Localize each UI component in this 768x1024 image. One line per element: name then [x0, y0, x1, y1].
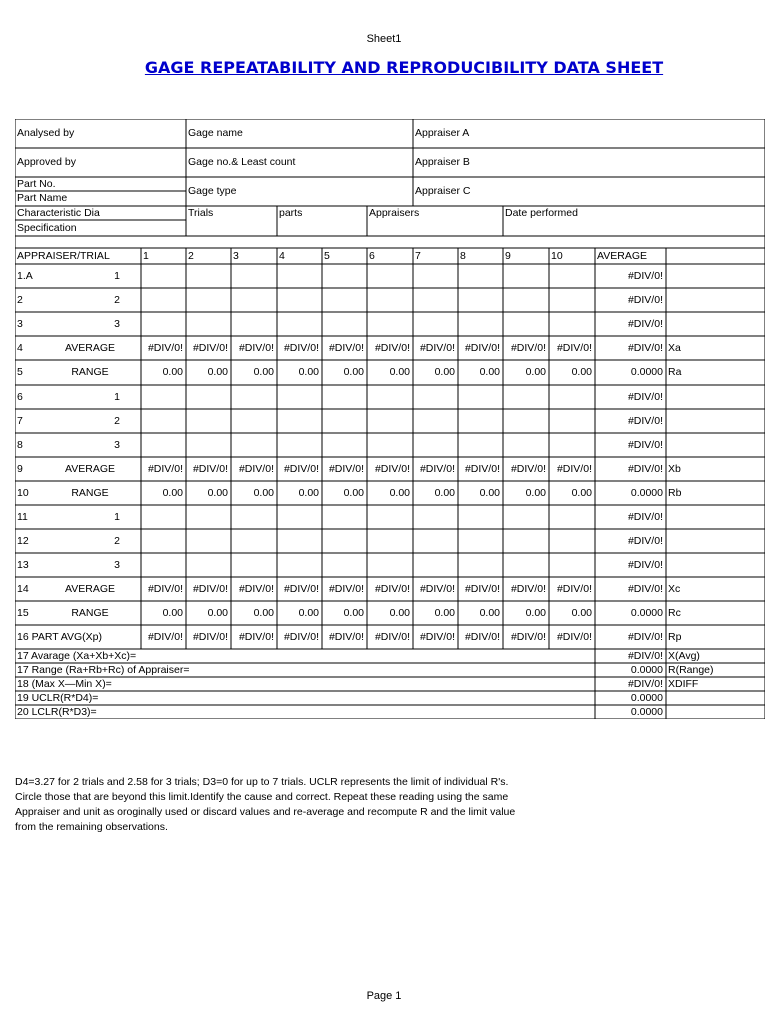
- table-cell: [141, 505, 186, 529]
- table-cell: [322, 288, 367, 312]
- summary-symbol: XDIFF: [668, 677, 699, 690]
- row-average: #DIV/0!: [627, 534, 663, 547]
- table-cell: 0.00: [253, 606, 274, 619]
- table-cell: [322, 385, 367, 409]
- label-characteristic: Characteristic Dia: [17, 206, 100, 219]
- table-cell: [277, 288, 322, 312]
- table-cell: [277, 264, 322, 288]
- row-symbol: Rc: [668, 606, 681, 619]
- table-cell: #DIV/0!: [147, 462, 183, 475]
- row-number: 16 PART AVG(Xp): [17, 630, 103, 643]
- table-cell: [549, 553, 595, 577]
- table-cell: 0.00: [253, 366, 274, 379]
- table-cell: #DIV/0!: [192, 341, 228, 354]
- table-cell: [458, 312, 503, 336]
- table-cell: [186, 433, 231, 457]
- table-cell: #DIV/0!: [464, 630, 500, 643]
- summary-symbol: X(Avg): [668, 649, 700, 662]
- row-symbol: Ra: [668, 366, 682, 379]
- row-label: 3: [114, 558, 120, 571]
- table-cell: 0.00: [571, 366, 592, 379]
- table-cell: [141, 288, 186, 312]
- page-title: GAGE REPEATABILITY AND REPRODUCIBILITY DATA SHEET: [144, 58, 664, 77]
- table-cell: 0.00: [525, 606, 546, 619]
- summary-label: 20 LCLR(R*D3)=: [17, 705, 97, 718]
- table-cell: [231, 409, 277, 433]
- column-header-part-9: 9: [505, 249, 511, 262]
- row-average: #DIV/0!: [627, 293, 663, 306]
- table-cell: [413, 288, 458, 312]
- table-cell: [367, 409, 413, 433]
- table-cell: [186, 385, 231, 409]
- label-appraiser-c: Appraiser C: [415, 185, 471, 198]
- summary-symbol: [666, 705, 765, 719]
- table-cell: 0.00: [479, 366, 500, 379]
- table-cell: [186, 409, 231, 433]
- row-symbol: [666, 385, 765, 409]
- table-cell: [367, 433, 413, 457]
- table-cell: #DIV/0!: [147, 582, 183, 595]
- table-cell: [277, 312, 322, 336]
- table-cell: 0.00: [343, 366, 364, 379]
- row-average: #DIV/0!: [627, 414, 663, 427]
- table-cell: [503, 505, 549, 529]
- table-cell: 0.00: [162, 486, 183, 499]
- row-average: #DIV/0!: [627, 630, 663, 643]
- table-cell: 0.00: [434, 606, 455, 619]
- table-cell: [413, 409, 458, 433]
- label-appraisers: Appraisers: [369, 207, 420, 219]
- table-cell: [141, 529, 186, 553]
- row-symbol: Xb: [668, 462, 681, 475]
- row-average: 0.0000: [630, 486, 663, 499]
- table-cell: [413, 553, 458, 577]
- row-average: #DIV/0!: [627, 558, 663, 571]
- table-cell: [549, 288, 595, 312]
- row-label: RANGE: [71, 606, 109, 619]
- row-average: #DIV/0!: [627, 341, 663, 354]
- row-label: RANGE: [71, 486, 109, 499]
- table-cell: [367, 288, 413, 312]
- table-cell: 0.00: [343, 606, 364, 619]
- table-cell: #DIV/0!: [419, 582, 455, 595]
- row-number: 12: [17, 534, 29, 547]
- column-header-part-6: 6: [369, 249, 375, 262]
- summary-label: 19 UCLR(R*D4)=: [17, 691, 99, 704]
- row-label: 1: [114, 269, 120, 282]
- table-cell: #DIV/0!: [328, 341, 364, 354]
- row-label: 2: [114, 534, 120, 547]
- row-label: AVERAGE: [65, 462, 115, 475]
- table-cell: #DIV/0!: [464, 462, 500, 475]
- label-date-performed: Date performed: [505, 207, 578, 219]
- table-cell: #DIV/0!: [510, 341, 546, 354]
- summary-value: #DIV/0!: [627, 649, 663, 662]
- column-header-part-1: 1: [143, 249, 149, 262]
- table-cell: [458, 553, 503, 577]
- column-header-part-3: 3: [233, 249, 239, 262]
- table-cell: [413, 433, 458, 457]
- table-cell: [367, 264, 413, 288]
- row-average: #DIV/0!: [627, 317, 663, 330]
- table-cell: [367, 385, 413, 409]
- table-cell: 0.00: [253, 486, 274, 499]
- table-cell: #DIV/0!: [464, 582, 500, 595]
- instructions-note: [15, 775, 555, 835]
- table-cell: [277, 529, 322, 553]
- table-cell: [277, 433, 322, 457]
- table-cell: 0.00: [434, 486, 455, 499]
- table-cell: [503, 288, 549, 312]
- table-cell: [503, 409, 549, 433]
- table-cell: [549, 409, 595, 433]
- row-number: 2: [17, 293, 23, 306]
- table-cell: #DIV/0!: [192, 630, 228, 643]
- summary-value: 0.0000: [630, 663, 663, 676]
- table-cell: #DIV/0!: [328, 462, 364, 475]
- label-part-no: Part No.: [17, 177, 56, 190]
- table-cell: [413, 312, 458, 336]
- table-cell: #DIV/0!: [510, 582, 546, 595]
- table-cell: [186, 553, 231, 577]
- table-cell: #DIV/0!: [464, 341, 500, 354]
- table-cell: [458, 385, 503, 409]
- column-header-appraiser-trial: APPRAISER/TRIAL: [17, 249, 110, 262]
- table-cell: #DIV/0!: [556, 630, 592, 643]
- table-cell: [413, 529, 458, 553]
- table-cell: [186, 529, 231, 553]
- table-cell: #DIV/0!: [238, 582, 274, 595]
- table-cell: 0.00: [389, 366, 410, 379]
- table-cell: #DIV/0!: [374, 630, 410, 643]
- table-cell: #DIV/0!: [419, 462, 455, 475]
- table-cell: [231, 505, 277, 529]
- table-cell: [458, 433, 503, 457]
- table-cell: [503, 385, 549, 409]
- row-label: 3: [114, 438, 120, 451]
- table-cell: 0.00: [571, 606, 592, 619]
- row-symbol: Xa: [668, 341, 681, 354]
- table-cell: #DIV/0!: [238, 341, 274, 354]
- row-number: 4: [17, 341, 23, 354]
- data-sheet-table: [15, 119, 765, 719]
- row-label: 2: [114, 414, 120, 427]
- summary-value: #DIV/0!: [627, 677, 663, 690]
- table-cell: [322, 529, 367, 553]
- table-cell: [322, 505, 367, 529]
- summary-label: 17 Avarage (Xa+Xb+Xc)=: [17, 649, 137, 662]
- table-cell: [503, 529, 549, 553]
- label-gage-type: Gage type: [188, 185, 237, 198]
- row-number: 3: [17, 317, 23, 330]
- table-cell: [277, 385, 322, 409]
- row-number: 14: [17, 582, 29, 595]
- label-appraiser-b: Appraiser B: [415, 156, 470, 169]
- summary-label: 17 Range (Ra+Rb+Rc) of Appraiser=: [17, 663, 190, 676]
- table-cell: 0.00: [525, 486, 546, 499]
- sheet-label: Sheet1: [366, 33, 402, 45]
- row-average: #DIV/0!: [627, 510, 663, 523]
- label-approved-by: Approved by: [17, 156, 76, 169]
- column-header-part-4: 4: [279, 249, 285, 262]
- table-cell: [141, 385, 186, 409]
- note-line-3: Appraiser and unit as oroginally used or discard values and re-average and recompute R and the limit value: [15, 806, 516, 818]
- table-cell: [322, 264, 367, 288]
- table-cell: 0.00: [162, 366, 183, 379]
- note-line-1: D4=3.27 for 2 trials and 2.58 for 3 trials; D3=0 for up to 7 trials. UCLR represents the limit of individual R's.: [15, 776, 509, 788]
- table-cell: 0.00: [525, 366, 546, 379]
- table-cell: [186, 505, 231, 529]
- table-cell: #DIV/0!: [192, 462, 228, 475]
- table-cell: #DIV/0!: [374, 462, 410, 475]
- table-cell: #DIV/0!: [328, 582, 364, 595]
- table-cell: [322, 409, 367, 433]
- table-cell: [141, 264, 186, 288]
- row-label: RANGE: [71, 366, 109, 379]
- row-average: #DIV/0!: [627, 462, 663, 475]
- table-cell: #DIV/0!: [283, 582, 319, 595]
- row-average: 0.0000: [630, 366, 663, 379]
- note-line-4: from the remaining observations.: [15, 821, 168, 833]
- row-symbol: [666, 529, 765, 553]
- label-trials: Trials: [188, 207, 214, 219]
- page-footer: Page 1: [366, 990, 402, 1002]
- row-number: 9: [17, 462, 23, 475]
- table-cell: #DIV/0!: [374, 582, 410, 595]
- table-cell: [549, 312, 595, 336]
- summary-value: 0.0000: [630, 705, 663, 718]
- row-label: 1: [114, 510, 120, 523]
- row-number: 5: [17, 366, 23, 379]
- table-cell: [413, 505, 458, 529]
- row-number: 7: [17, 414, 23, 427]
- label-analysed-by: Analysed by: [17, 127, 75, 140]
- table-cell: 0.00: [434, 366, 455, 379]
- row-symbol: Rp: [668, 630, 682, 643]
- column-header-average: AVERAGE: [597, 249, 647, 262]
- table-cell: 0.00: [207, 606, 228, 619]
- table-cell: [322, 553, 367, 577]
- table-cell: #DIV/0!: [556, 462, 592, 475]
- row-symbol: Xc: [668, 582, 681, 595]
- row-label: 3: [114, 317, 120, 330]
- table-cell: [231, 312, 277, 336]
- table-cell: [231, 385, 277, 409]
- row-number: 10: [17, 486, 29, 499]
- row-symbol: [666, 409, 765, 433]
- table-cell: [322, 312, 367, 336]
- table-cell: #DIV/0!: [374, 341, 410, 354]
- table-cell: [277, 505, 322, 529]
- table-cell: #DIV/0!: [419, 630, 455, 643]
- row-average: #DIV/0!: [627, 438, 663, 451]
- table-cell: 0.00: [571, 486, 592, 499]
- table-cell: [231, 529, 277, 553]
- table-cell: [413, 385, 458, 409]
- row-symbol: [666, 553, 765, 577]
- row-average: #DIV/0!: [627, 390, 663, 403]
- column-header-part-7: 7: [415, 249, 421, 262]
- table-cell: [231, 433, 277, 457]
- column-header-part-10: 10: [551, 249, 563, 262]
- table-cell: #DIV/0!: [510, 630, 546, 643]
- row-number: 8: [17, 438, 23, 451]
- table-cell: [231, 264, 277, 288]
- table-cell: [231, 553, 277, 577]
- label-part-name: Part Name: [17, 192, 68, 205]
- row-symbol: [666, 264, 765, 288]
- table-cell: [367, 529, 413, 553]
- label-gage-name: Gage name: [188, 127, 243, 140]
- table-cell: [141, 553, 186, 577]
- row-symbol: Rb: [668, 486, 682, 499]
- table-cell: #DIV/0!: [283, 341, 319, 354]
- table-cell: [503, 312, 549, 336]
- table-cell: [231, 288, 277, 312]
- table-cell: #DIV/0!: [147, 341, 183, 354]
- table-cell: #DIV/0!: [510, 462, 546, 475]
- table-cell: 0.00: [298, 606, 319, 619]
- table-cell: #DIV/0!: [283, 630, 319, 643]
- table-cell: [549, 264, 595, 288]
- table-cell: [503, 264, 549, 288]
- table-cell: [186, 288, 231, 312]
- column-header-part-2: 2: [188, 249, 194, 262]
- table-cell: [549, 433, 595, 457]
- label-gage-no: Gage no.& Least count: [188, 156, 296, 169]
- row-number: 13: [17, 558, 29, 571]
- table-cell: 0.00: [298, 486, 319, 499]
- table-cell: [458, 409, 503, 433]
- summary-label: 18 (Max X—Min X)=: [17, 677, 112, 690]
- table-cell: [458, 288, 503, 312]
- table-cell: 0.00: [298, 366, 319, 379]
- table-cell: [141, 409, 186, 433]
- table-cell: #DIV/0!: [283, 462, 319, 475]
- table-cell: [277, 553, 322, 577]
- row-number: 15: [17, 606, 29, 619]
- row-symbol: [666, 433, 765, 457]
- table-cell: [458, 264, 503, 288]
- row-label: 1: [114, 390, 120, 403]
- summary-value: 0.0000: [630, 691, 663, 704]
- row-symbol: [666, 312, 765, 336]
- table-cell: #DIV/0!: [238, 630, 274, 643]
- note-line-2: Circle those that are beyond this limit.Identify the cause and correct. Repeat these reading using the same: [15, 791, 509, 803]
- table-cell: [367, 312, 413, 336]
- row-symbol: [666, 288, 765, 312]
- table-cell: #DIV/0!: [419, 341, 455, 354]
- table-cell: #DIV/0!: [238, 462, 274, 475]
- table-cell: #DIV/0!: [556, 341, 592, 354]
- table-cell: [186, 264, 231, 288]
- table-cell: 0.00: [389, 486, 410, 499]
- table-cell: 0.00: [207, 486, 228, 499]
- column-header-part-5: 5: [324, 249, 330, 262]
- table-cell: [458, 505, 503, 529]
- row-number: 11: [17, 510, 28, 523]
- table-cell: 0.00: [343, 486, 364, 499]
- table-cell: 0.00: [389, 606, 410, 619]
- row-label: 2: [114, 293, 120, 306]
- label-specification: Specification: [17, 221, 77, 234]
- label-appraiser-a: Appraiser A: [415, 127, 470, 140]
- row-number: 6: [17, 390, 23, 403]
- table-cell: [367, 553, 413, 577]
- row-average: #DIV/0!: [627, 582, 663, 595]
- table-cell: [549, 385, 595, 409]
- table-cell: [549, 505, 595, 529]
- table-cell: [367, 505, 413, 529]
- label-parts: parts: [279, 207, 303, 219]
- row-average: #DIV/0!: [627, 269, 663, 282]
- row-symbol: [666, 505, 765, 529]
- table-cell: 0.00: [162, 606, 183, 619]
- table-cell: [186, 312, 231, 336]
- table-cell: #DIV/0!: [328, 630, 364, 643]
- table-cell: #DIV/0!: [556, 582, 592, 595]
- table-cell: [141, 433, 186, 457]
- table-cell: [322, 433, 367, 457]
- table-cell: #DIV/0!: [147, 630, 183, 643]
- table-cell: [141, 312, 186, 336]
- table-cell: [413, 264, 458, 288]
- row-label: AVERAGE: [65, 582, 115, 595]
- table-cell: [549, 529, 595, 553]
- summary-symbol: [666, 691, 765, 705]
- table-cell: 0.00: [479, 606, 500, 619]
- table-cell: #DIV/0!: [192, 582, 228, 595]
- table-cell: 0.00: [479, 486, 500, 499]
- row-number: 1.A: [17, 269, 33, 282]
- row-label: AVERAGE: [65, 341, 115, 354]
- table-cell: [277, 409, 322, 433]
- summary-symbol: R(Range): [668, 663, 714, 676]
- table-cell: [503, 553, 549, 577]
- table-cell: [458, 529, 503, 553]
- table-cell: 0.00: [207, 366, 228, 379]
- table-cell: [503, 433, 549, 457]
- row-average: 0.0000: [630, 606, 663, 619]
- column-header-part-8: 8: [460, 249, 466, 262]
